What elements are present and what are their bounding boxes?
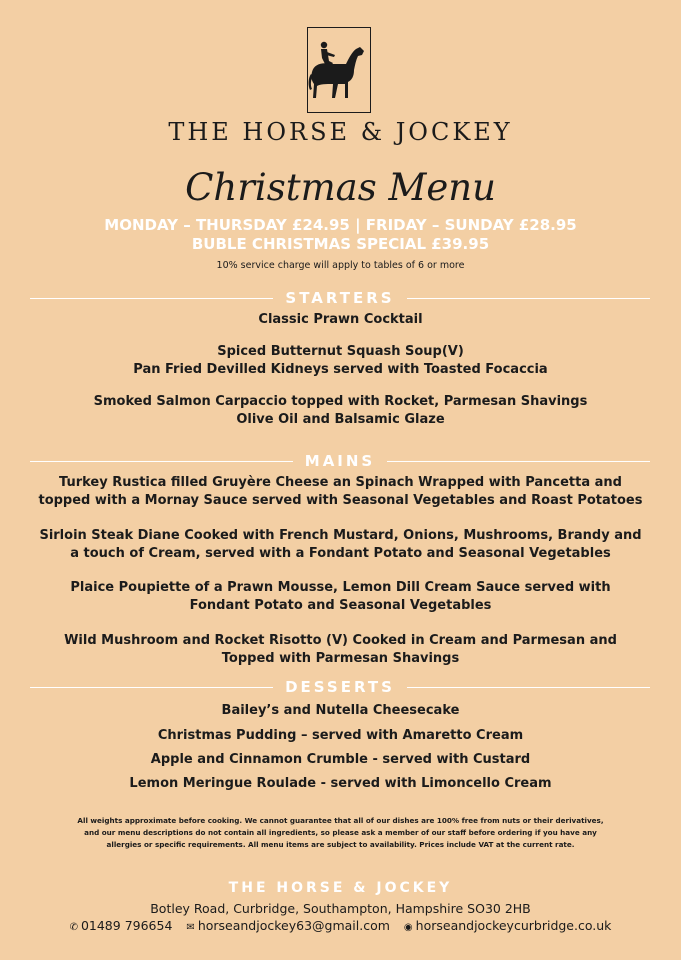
menu-title: Christmas Menu [185, 166, 496, 209]
brand-name: THE HORSE & JOCKEY [168, 118, 513, 146]
contact-row [0, 918, 681, 933]
email-icon: ✉ [186, 922, 195, 933]
main-line: Wild Mushroom and Rocket Risotto (V) Cooked in Cream and Parmesan and [64, 633, 617, 648]
disclaimer-line: and our menu descriptions do not contain all ingredients, so please ask a member of our staff before ordering if you have any [84, 828, 597, 837]
dessert-item [20, 702, 661, 720]
starter-item [20, 311, 661, 329]
divider-line [30, 461, 293, 462]
dessert-item [20, 727, 661, 745]
main-line: Topped with Parmesan Shavings [221, 651, 460, 666]
main-item [20, 474, 661, 510]
website-url: horseandjockeycurbridge.co.uk [415, 918, 612, 933]
divider-line [30, 298, 273, 299]
email-address: horseandjockey63@gmail.com [197, 918, 390, 933]
price-line-weekday: MONDAY – THURSDAY £24.95 | FRIDAY – SUNDAY £28.95 [104, 216, 577, 234]
starter-line: Smoked Salmon Carpaccio topped with Rocket, Parmesan Shavings [93, 394, 588, 409]
phone-icon: ✆ [69, 922, 78, 933]
disclaimer-line: All weights approximate before cooking. We cannot guarantee that all of our dishes are 100% free from nuts or their derivatives, [77, 816, 604, 825]
price-line-special: BUBLE CHRISTMAS SPECIAL £39.95 [191, 235, 490, 253]
address: Botley Road, Curbridge, Southampton, Hampshire SO30 2HB [150, 901, 531, 916]
dessert-line: Lemon Meringue Roulade - served with Limoncello Cream [129, 776, 552, 791]
main-line: Plaice Poupiette of a Prawn Mousse, Lemon Dill Cream Sauce served with [70, 580, 611, 595]
website-contact[interactable] [404, 918, 612, 933]
starter-line: Spiced Butternut Squash Soup(V) [217, 344, 464, 359]
starters-divider [30, 289, 650, 307]
disclaimer-line: allergies or specific requirements. All menu items are subject to availability. Prices include VAT at the current rate. [106, 840, 575, 849]
globe-icon: ◉ [403, 922, 413, 933]
phone-contact[interactable] [70, 918, 173, 933]
phone-number: 01489 796654 [80, 918, 173, 933]
mains-heading: MAINS [304, 452, 376, 470]
desserts-heading: DESSERTS [285, 678, 395, 696]
divider-line [30, 687, 273, 688]
desserts-divider [30, 678, 650, 696]
main-line: Fondant Potato and Seasonal Vegetables [189, 598, 492, 613]
service-charge-note: 10% service charge will apply to tables of 6 or more [216, 260, 465, 271]
horse-jockey-logo [307, 27, 371, 113]
starter-line: Olive Oil and Balsamic Glaze [236, 412, 445, 427]
main-item [20, 579, 661, 615]
dessert-line: Bailey’s and Nutella Cheesecake [221, 703, 460, 718]
starter-line: Classic Prawn Cocktail [258, 312, 423, 327]
starter-item [20, 343, 661, 379]
footer-brand: THE HORSE & JOCKEY [228, 880, 453, 896]
dessert-line: Apple and Cinnamon Crumble - served with Custard [150, 752, 531, 767]
allergen-disclaimer [40, 815, 641, 851]
starter-line: Pan Fried Devilled Kidneys served with Toasted Focaccia [133, 362, 548, 377]
dessert-item [20, 751, 661, 769]
horse-rider-icon [308, 28, 369, 111]
main-item [20, 527, 661, 563]
starters-heading: STARTERS [285, 289, 395, 307]
dessert-line: Christmas Pudding – served with Amaretto Cream [157, 728, 524, 743]
main-item [20, 632, 661, 668]
divider-line [407, 687, 650, 688]
divider-line [387, 461, 650, 462]
main-line: a touch of Cream, served with a Fondant Potato and Seasonal Vegetables [70, 546, 611, 561]
mains-divider [30, 452, 650, 470]
main-line: Sirloin Steak Diane Cooked with French Mustard, Onions, Mushrooms, Brandy and [39, 528, 642, 543]
main-line: Turkey Rustica filled Gruyère Cheese an Spinach Wrapped with Pancetta and [59, 475, 622, 490]
email-contact[interactable] [186, 918, 390, 933]
main-line: topped with a Mornay Sauce served with Seasonal Vegetables and Roast Potatoes [38, 493, 643, 508]
starter-item [20, 393, 661, 429]
dessert-item [20, 775, 661, 793]
divider-line [407, 298, 650, 299]
